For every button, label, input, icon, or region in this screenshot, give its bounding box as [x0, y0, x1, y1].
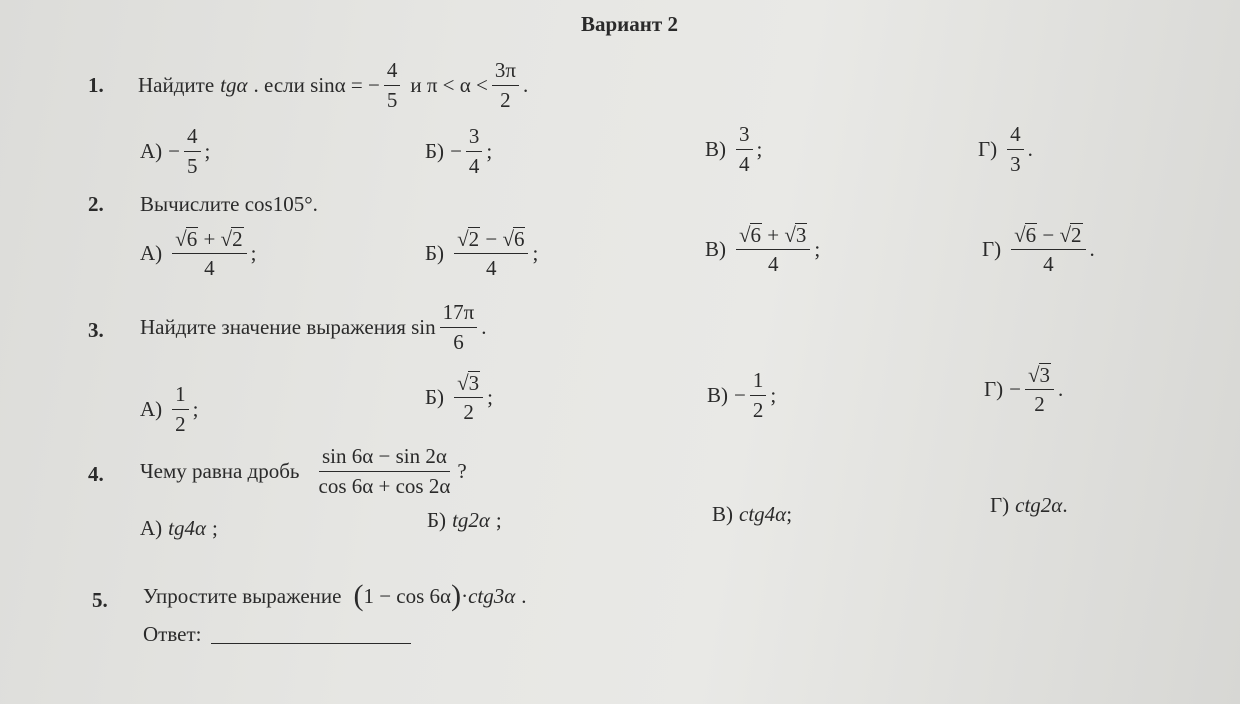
answer-option-b[interactable]: Б) tg2α ;	[427, 508, 502, 532]
fraction: $\frac{3}{4}$	[736, 123, 753, 174]
fraction: $\frac{17\pi}{6}$	[440, 301, 478, 352]
fraction: $\frac{4}{5}$	[184, 125, 201, 176]
answer-option-a[interactable]: А) $\frac{1}{2}$ ;	[140, 382, 199, 436]
fraction: $\frac{4}{3}$	[1007, 123, 1024, 174]
answer-option-d[interactable]: Г) − $\frac{√3}{2}$ .	[984, 362, 1064, 416]
answer-option-c[interactable]: В) $\frac{3}{4}$ ;	[705, 122, 763, 176]
question-text: Найдите значение выражения sin $\frac{17\pi}{6}$ .	[140, 300, 487, 354]
question-number: 4.	[88, 462, 104, 486]
fraction: $\frac{√6 + √3}{4}$	[736, 223, 810, 275]
question-number: 2.	[88, 192, 104, 216]
fraction: $\frac{1}{2}$	[172, 383, 189, 434]
question-number: 3.	[88, 318, 104, 342]
answer-option-a[interactable]: А) − $\frac{4}{5}$ ;	[140, 124, 211, 178]
question-number: 5.	[92, 588, 108, 612]
q1-text: Найдите	[138, 72, 215, 97]
answer-option-d[interactable]: Г) $\frac{√6 - √2}{4}$ .	[982, 222, 1095, 276]
question-text: Чему равна дробь $\frac{\sin 6\alpha - \sin 2\alpha}{\cos 6\alpha + \cos 2\alpha}$ ?	[140, 444, 467, 498]
fraction: $\frac{√3}{2}$	[454, 371, 483, 423]
answer-line	[143, 622, 411, 647]
question-text: Упростите выражение ( 1 − cos 6α ) · ctg3α .	[143, 579, 527, 612]
fraction: $\frac{√6 - √2}{4}$	[1011, 223, 1085, 275]
answer-option-b[interactable]: Б) $\frac{√3}{2}$ ;	[425, 370, 493, 424]
q1-if: . если sinα = −	[253, 72, 380, 97]
answer-option-b[interactable]: Б) − $\frac{3}{4}$ ;	[425, 124, 493, 178]
q1-tg: tgα	[220, 72, 248, 97]
question-number: 1.	[88, 73, 104, 97]
fraction: $\frac{4}{5}$	[384, 59, 401, 110]
answer-label: Ответ:	[143, 622, 202, 646]
fraction: $\frac{1}{2}$	[750, 369, 767, 420]
answer-option-c[interactable]: В) ctg4α ;	[712, 502, 793, 526]
question-text: Найдите tgα . если sinα = − $\frac{4}{5}$ и π < α < $\frac{3\pi}{2}$ .	[138, 58, 529, 112]
fraction: $\frac{√2 - √6}{4}$	[454, 227, 528, 279]
question-text: Вычислите cos105°.	[140, 192, 318, 216]
answer-option-a[interactable]: А) tg4α ;	[140, 516, 218, 540]
answer-option-b[interactable]: Б) $\frac{√2 - √6}{4}$ ;	[425, 226, 539, 280]
answer-option-d[interactable]: Г) $\frac{4}{3}$ .	[978, 122, 1033, 176]
q1-and: и π < α <	[410, 72, 488, 97]
fraction: $\frac{3}{4}$	[466, 125, 483, 176]
fraction: $\frac{3\pi}{2}$	[492, 59, 519, 110]
fraction: $\frac{\sin 6\alpha - \sin 2\alpha}{\cos 6\alpha + \cos 2\alpha}$	[318, 444, 451, 498]
answer-option-c[interactable]: В) $\frac{√6 + √3}{4}$ ;	[705, 222, 821, 276]
answer-blank[interactable]	[211, 625, 411, 644]
fraction: $\frac{√6 + √2}{4}$	[172, 227, 246, 279]
page-title: Вариант 2	[581, 12, 678, 36]
answer-option-c[interactable]: В) − $\frac{1}{2}$ ;	[707, 368, 777, 422]
answer-option-d[interactable]: Г) ctg2α .	[990, 493, 1068, 517]
fraction: $\frac{√3}{2}$	[1025, 363, 1054, 415]
answer-option-a[interactable]: А) $\frac{√6 + √2}{4}$ ;	[140, 226, 257, 280]
